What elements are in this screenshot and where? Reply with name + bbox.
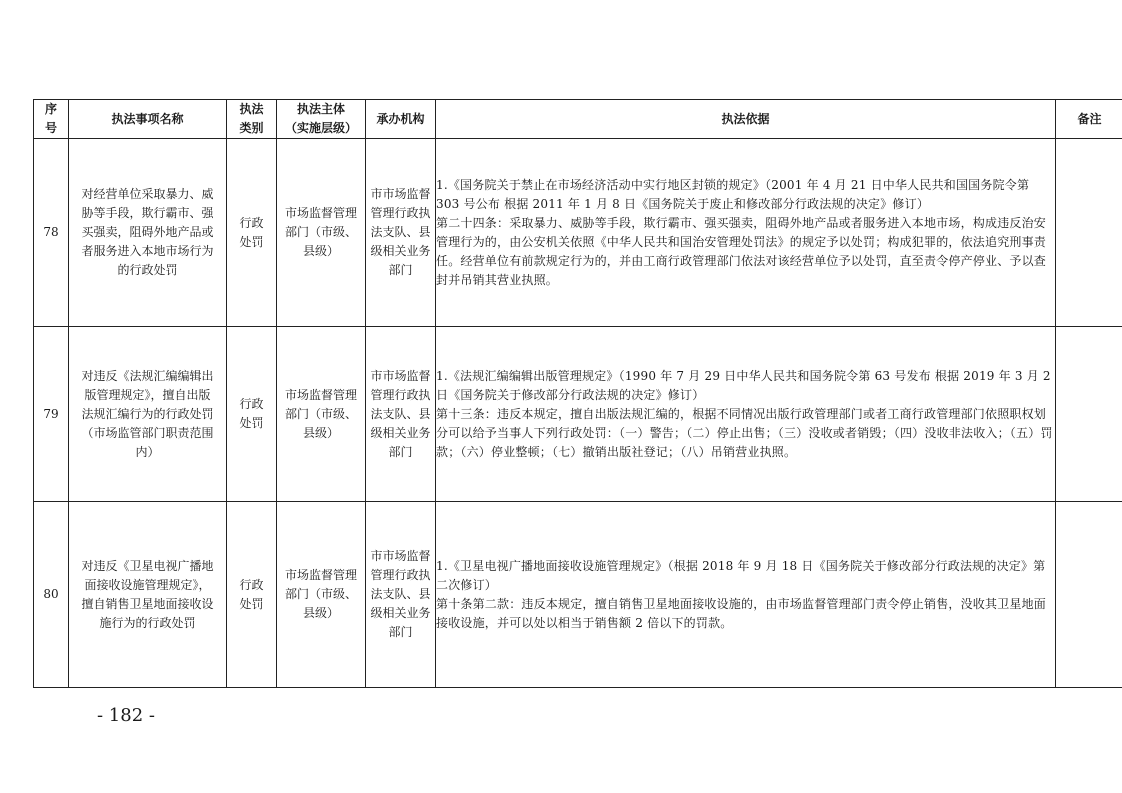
row-subject: 市场监督管理部门（市级、县级） <box>277 327 366 502</box>
row-remark <box>1056 502 1122 688</box>
table-row <box>34 502 1122 688</box>
row-remark <box>1056 327 1122 502</box>
header-subject: 执法主体 （实施层级） <box>277 100 366 139</box>
table-row <box>34 327 1122 502</box>
row-name: 对经营单位采取暴力、威胁等手段，欺行霸市、强买强卖，阻碍外地产品或者服务进入本地市场行为的行政处罚 <box>69 139 227 327</box>
row-basis: 1.《法规汇编编辑出版管理规定》（1990 年 7 月 29 日中华人民共和国务院令第 63 号发布 根据 2019 年 3 月 2 日《国务院关于修改部分行政法规的决定》修订） 第十三条：违反本规定，擅自出版法规汇编的，根据不同情况出版行政管理部门或者工商行政管理部门依照职权划分可以给予当事人下列行政处罚：（一）警告；（二）停止出售；（三）没收或者销毁；（四）没收非法收入；（五）罚款；（六）停业整顿；（七）撤销出版社登记；（八）吊销营业执照。 <box>436 327 1056 502</box>
header-name: 执法事项名称 <box>69 100 227 139</box>
header-agency: 承办机构 <box>366 100 436 139</box>
row-category: 行政处罚 <box>227 139 277 327</box>
header-basis: 执法依据 <box>436 100 1056 139</box>
header-row <box>34 100 1122 139</box>
row-agency: 市市场监督管理行政执法支队、县级相关业务部门 <box>366 327 436 502</box>
row-seq: 79 <box>34 327 69 502</box>
table-row <box>34 139 1122 327</box>
row-name: 对违反《卫星电视广播地面接收设施管理规定》，擅自销售卫星地面接收设施行为的行政处罚 <box>69 502 227 688</box>
row-agency: 市市场监督管理行政执法支队、县级相关业务部门 <box>366 502 436 688</box>
header-category: 执法 类别 <box>227 100 277 139</box>
header-seq: 序 号 <box>34 100 69 139</box>
row-basis: 1.《卫星电视广播地面接收设施管理规定》（根据 2018 年 9 月 18 日《国务院关于修改部分行政法规的决定》第二次修订） 第十条第二款：违反本规定，擅自销售卫星地面接收设施的，由市场监督管理部门责令停止销售，没收其卫星地面接收设施，并可以处以相当于销售额 2 倍以下的罚款。 <box>436 502 1056 688</box>
page-number: - 182 - <box>97 705 155 726</box>
row-name: 对违反《法规汇编编辑出版管理规定》，擅自出版法规汇编行为的行政处罚（市场监管部门职责范围内） <box>69 327 227 502</box>
row-subject: 市场监督管理部门（市级、县级） <box>277 502 366 688</box>
row-category: 行政处罚 <box>227 502 277 688</box>
row-category: 行政处罚 <box>227 327 277 502</box>
row-seq: 78 <box>34 139 69 327</box>
row-agency: 市市场监督管理行政执法支队、县级相关业务部门 <box>366 139 436 327</box>
row-seq: 80 <box>34 502 69 688</box>
enforcement-table <box>33 99 1122 688</box>
row-subject: 市场监督管理部门（市级、县级） <box>277 139 366 327</box>
row-remark <box>1056 139 1122 327</box>
header-remark: 备注 <box>1056 100 1122 139</box>
row-basis: 1.《国务院关于禁止在市场经济活动中实行地区封锁的规定》（2001 年 4 月 21 日中华人民共和国国务院令第 303 号公布 根据 2011 年 1 月 8 日《国务院关于废止和修改部分行政法规的决定》修订） 第二十四条：采取暴力、威胁等手段，欺行霸市、强买强卖，阻碍外地产品或者服务进入本地市场，构成违反治安管理行为的，由公安机关依照《中华人民共和国治安管理处罚法》的规定予以处罚；构成犯罪的，依法追究刑事责任。经营单位有前款规定行为的，并由工商行政管理部门依法对该经营单位予以处罚，直至责令停产停业、予以查封并吊销其营业执照。 <box>436 139 1056 327</box>
